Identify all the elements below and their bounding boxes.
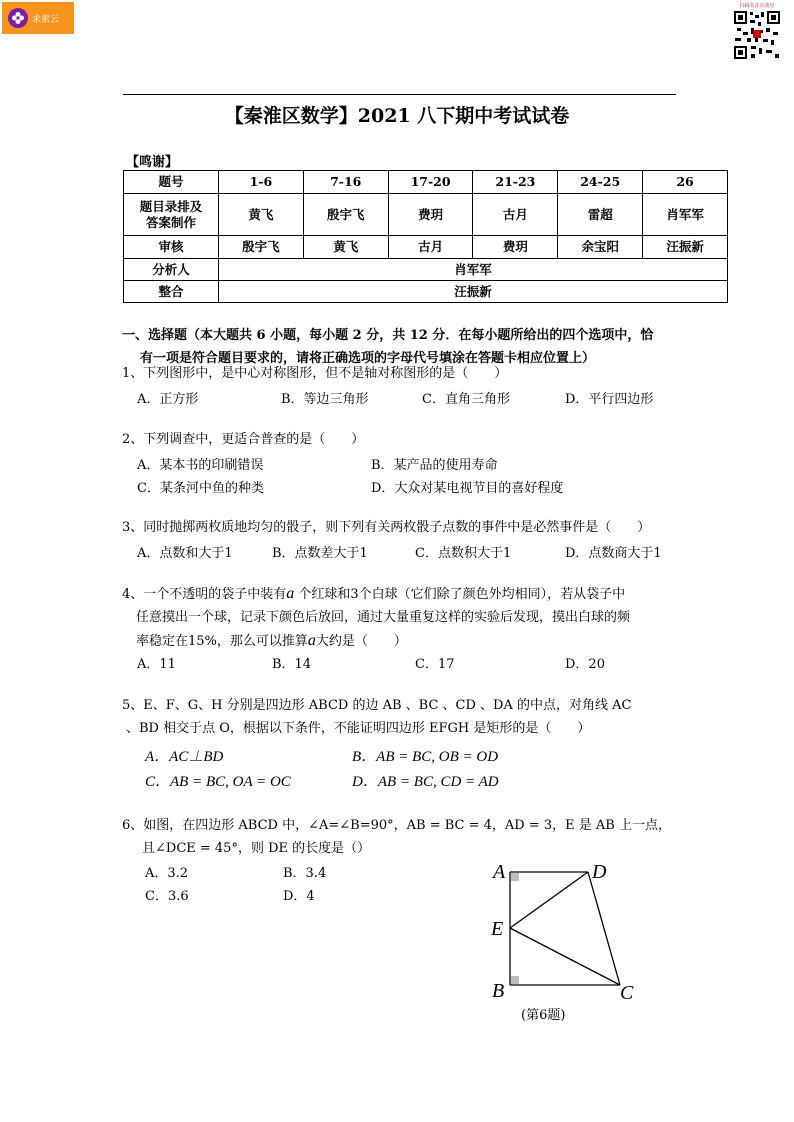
option-d[interactable]: D．点数商大于1 — [565, 546, 662, 561]
table-row — [124, 236, 728, 259]
question-stem: 3、同时抛掷两枚质地均匀的骰子，则下列有关两枚骰子点数的事件中是必然事件是（ ） — [122, 520, 651, 535]
table-row — [124, 171, 728, 194]
table-cell: 费玥 — [473, 236, 558, 259]
option-a[interactable]: A．某本书的印刷错误 — [137, 458, 264, 473]
question-line: 、BD 相交于点 O，根据以下条件，不能证明四边形 EFGH 是矩形的是（ ） — [126, 721, 591, 736]
question-line: 5、E、F、G、H 分别是四边形 ABCD 的边 AB 、BC 、CD 、DA 的中点，对角线 AC — [122, 698, 632, 713]
table-cell: 题号 — [124, 171, 219, 194]
option-c[interactable]: C．AB = BC, OA = OC — [145, 774, 291, 790]
page-title: 【秦淮区数学】2021 八下期中考试试卷 — [224, 105, 570, 127]
option-a[interactable]: A．AC⊥BD — [145, 749, 224, 765]
question-stem: 1、下列图形中，是中心对称图形，但不是轴对称图形的是（ ） — [122, 366, 508, 381]
question-line: 且∠DCE = 45°，则 DE 的长度是（） — [142, 841, 371, 856]
question-stem — [122, 582, 682, 653]
figure-caption: (第6题) — [521, 1008, 566, 1023]
brand-name: 求索云 — [32, 14, 60, 25]
table-cell: 审核 — [124, 236, 219, 259]
table-cell: 黄飞 — [303, 236, 388, 259]
table-cell: 费玥 — [388, 194, 473, 236]
question-stem: 2、下列调查中，更适合普查的是（ ） — [122, 432, 365, 447]
table-cell: 肖军军 — [643, 194, 728, 236]
table-cell: 题目录排及答案制作 — [124, 194, 219, 236]
variable-a: a — [286, 585, 295, 602]
table-cell: 分析人 — [124, 259, 219, 281]
question-stem — [122, 814, 682, 860]
table-row — [124, 194, 728, 236]
variable-a: a — [307, 632, 316, 649]
qr-caption: 扫码关注公众号 — [739, 3, 775, 9]
option-b[interactable]: B．AB = BC, OB = OD — [352, 749, 499, 765]
table-cell: 1-6 — [219, 171, 304, 194]
point-label-c: C — [620, 982, 634, 1004]
table-cell: 21-23 — [473, 171, 558, 194]
section-heading-line: 一、选择题（本大题共 6 小题，每小题 2 分，共 12 分．在每小题所给出的四个选项中，恰 — [122, 328, 654, 343]
table-cell: 古月 — [388, 236, 473, 259]
option-b[interactable]: B．等边三角形 — [281, 392, 369, 407]
option-c[interactable]: C．17 — [415, 657, 455, 672]
table-cell: 殷宇飞 — [219, 236, 304, 259]
brand-logo[interactable] — [2, 2, 74, 34]
table-cell: 26 — [643, 171, 728, 194]
table-cell: 殷宇飞 — [303, 194, 388, 236]
table-cell: 汪振新 — [219, 281, 728, 303]
option-a[interactable]: A．正方形 — [137, 392, 199, 407]
option-d[interactable]: D．平行四边形 — [565, 392, 654, 407]
section-heading-line: 有一项是符合题目要求的，请将正确选项的字母代号填涂在答题卡相应位置上） — [140, 351, 596, 366]
table-cell: 整合 — [124, 281, 219, 303]
table-cell: 24-25 — [558, 171, 643, 194]
option-d[interactable]: D．AB = BC, CD = AD — [352, 774, 499, 790]
option-a[interactable]: A．11 — [137, 657, 176, 672]
right-angle-mark-a — [511, 873, 519, 881]
qr-code[interactable] — [733, 2, 781, 62]
table-cell: 17-20 — [388, 171, 473, 194]
question-text: 个红球和3个白球（它们除了颜色外均相同），若从袋子中 — [294, 587, 626, 602]
option-c[interactable]: C．3.6 — [145, 889, 189, 904]
point-label-a: A — [493, 861, 506, 883]
segment-dc — [588, 872, 620, 985]
question-line: 任意摸出一个球，记录下颜色后放回，通过大量重复这样的实验后发现，摸出白球的频 — [136, 610, 631, 625]
question-line — [122, 582, 682, 606]
right-angle-mark-b — [511, 976, 519, 984]
question-text: 大约是（ ） — [315, 634, 407, 649]
option-c[interactable]: C．直角三角形 — [422, 392, 510, 407]
question-text: 率稳定在15%，那么可以推算 — [136, 634, 308, 649]
option-b[interactable]: B．某产品的使用寿命 — [371, 458, 498, 473]
option-b[interactable]: B．3.4 — [283, 866, 327, 881]
qr-code-icon — [733, 10, 781, 60]
option-d[interactable]: D．20 — [565, 657, 605, 672]
option-a[interactable]: A．点数和大于1 — [137, 546, 233, 561]
point-label-b: B — [492, 980, 505, 1002]
option-c[interactable]: C．某条河中鱼的种类 — [137, 481, 264, 496]
point-label-e: E — [491, 918, 504, 940]
table-cell: 汪振新 — [643, 236, 728, 259]
table-cell: 黄飞 — [219, 194, 304, 236]
flower-icon — [8, 8, 28, 28]
segment-ec — [510, 928, 620, 985]
credits-label: 【鸣谢】 — [126, 155, 179, 170]
table-row — [124, 259, 728, 281]
table-cell: 7-16 — [303, 171, 388, 194]
header-rule — [123, 94, 676, 95]
option-b[interactable]: B．点数差大于1 — [272, 546, 368, 561]
table-cell: 余宝阳 — [558, 236, 643, 259]
geometry-figure — [480, 855, 650, 995]
credits-table — [123, 170, 728, 303]
question-line — [122, 629, 682, 653]
option-a[interactable]: A．3.2 — [145, 866, 189, 881]
question-line: 6、如图，在四边形 ABCD 中，∠A=∠B=90°，AB = BC = 4，AD = 3，E 是 AB 上一点， — [122, 818, 671, 833]
table-cell: 雷超 — [558, 194, 643, 236]
point-label-d: D — [592, 861, 607, 883]
table-cell: 古月 — [473, 194, 558, 236]
option-d[interactable]: D．大众对某电视节目的喜好程度 — [371, 481, 564, 496]
option-c[interactable]: C．点数积大于1 — [415, 546, 512, 561]
table-row — [124, 281, 728, 303]
option-d[interactable]: D．4 — [283, 889, 315, 904]
segment-ed — [510, 872, 588, 928]
table-cell: 肖军军 — [219, 259, 728, 281]
question-stem — [122, 694, 682, 740]
question-text: 4、一个不透明的袋子中装有 — [122, 587, 287, 602]
option-b[interactable]: B．14 — [272, 657, 312, 672]
